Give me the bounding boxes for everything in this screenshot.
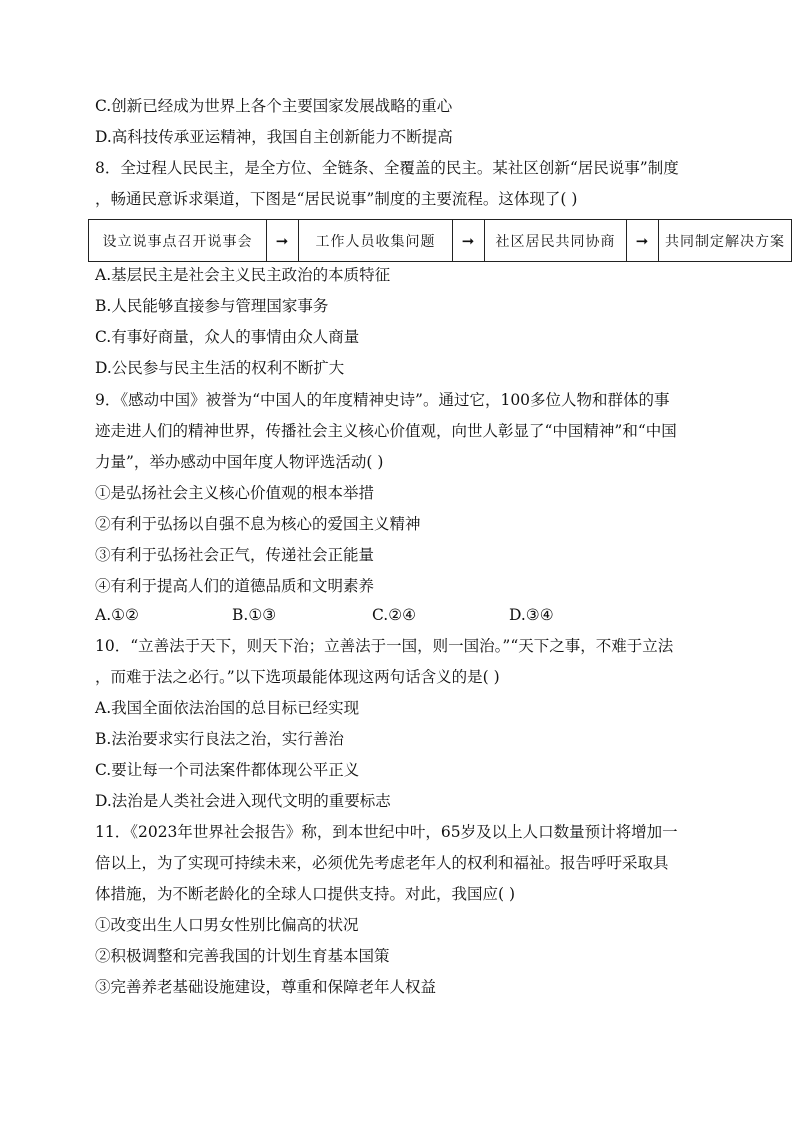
option-c: C.②④ — [372, 606, 417, 624]
question-11-stem-cont: 倍以上，为了实现可持续未来，必须优先考虑老年人的权利和福祉。报告呼吁采取具 — [95, 854, 669, 872]
statement-line: ①是弘扬社会主义核心价值观的根本举措 — [95, 484, 375, 502]
flowchart — [88, 219, 792, 262]
text-line: C.创新已经成为世界上各个主要国家发展战略的重心 — [95, 97, 453, 115]
option-line: D.法治是人类社会进入现代文明的重要标志 — [95, 792, 391, 810]
text-line: D.高科技传承亚运精神，我国自主创新能力不断提高 — [95, 128, 453, 146]
option-line: B.法治要求实行良法之治，实行善治 — [95, 730, 344, 748]
option-line: C.要让每一个司法案件都体现公平正义 — [95, 761, 360, 779]
flow-step-2: 工作人员收集问题 — [299, 220, 453, 261]
statement-line: ②积极调整和完善我国的计划生育基本国策 — [95, 947, 390, 965]
question-10-stem-cont: ，而难于法之必行。”以下选项最能体现这两句话含义的是( ) — [95, 668, 500, 686]
statement-line: ③有利于弘扬社会正气，传递社会正能量 — [95, 546, 375, 564]
option-a: A.①② — [95, 606, 139, 624]
question-11-stem: 11．《2023年世界社会报告》称，到本世纪中叶，65岁及以上人口数量预计将增加一 — [95, 823, 678, 841]
question-10-stem: 10．“立善法于天下，则天下治；立善法于一国，则一国治。”“天下之事，不难于立法 — [95, 637, 674, 655]
statement-line: ①改变出生人口男女性别比偏高的状况 — [95, 916, 359, 934]
arrow-right-icon: ➞ — [627, 220, 659, 261]
statement-line: ③完善养老基础设施建设，尊重和保障老年人权益 — [95, 978, 437, 996]
arrow-right-icon: ➞ — [453, 220, 485, 261]
statement-line: ④有利于提高人们的道德品质和文明素养 — [95, 577, 375, 595]
flow-step-1: 设立说事点召开说事会 — [89, 220, 267, 261]
question-11-stem-cont: 体措施，为不断老龄化的全球人口提供支持。对此，我国应( ) — [95, 885, 516, 903]
statement-line: ②有利于弘扬以自强不息为核心的爱国主义精神 — [95, 515, 421, 533]
question-9-stem-cont: 迹走进人们的精神世界，传播社会主义核心价值观，向世人彰显了“中国精神”和“中国 — [95, 422, 677, 440]
option-line: D.公民参与民主生活的权利不断扩大 — [95, 359, 345, 377]
flow-step-3: 社区居民共同协商 — [485, 220, 627, 261]
option-b: B.①③ — [232, 606, 277, 624]
flow-step-4: 共同制定解决方案 — [665, 233, 785, 250]
question-8-stem: 8．全过程人民民主，是全方位、全链条、全覆盖的民主。某社区创新“居民说事”制度 — [95, 159, 679, 177]
option-line: C.有事好商量，众人的事情由众人商量 — [95, 328, 360, 346]
question-9-stem-cont: 力量”，举办感动中国年度人物评选活动( ) — [95, 453, 384, 471]
question-9-stem: 9．《感动中国》被誉为“中国人的年度精神史诗”。通过它，100多位人物和群体的事 — [95, 391, 670, 409]
option-line: B.人民能够直接参与管理国家事务 — [95, 297, 329, 315]
question-8-stem-cont: ，畅通民意诉求渠道，下图是“居民说事”制度的主要流程。这体现了( ) — [95, 190, 578, 208]
option-d: D.③④ — [509, 606, 554, 624]
arrow-right-icon: ➞ — [267, 220, 299, 261]
option-line: A.我国全面依法治国的总目标已经实现 — [95, 699, 360, 717]
option-line: A.基层民主是社会主义民主政治的本质特征 — [95, 266, 391, 284]
